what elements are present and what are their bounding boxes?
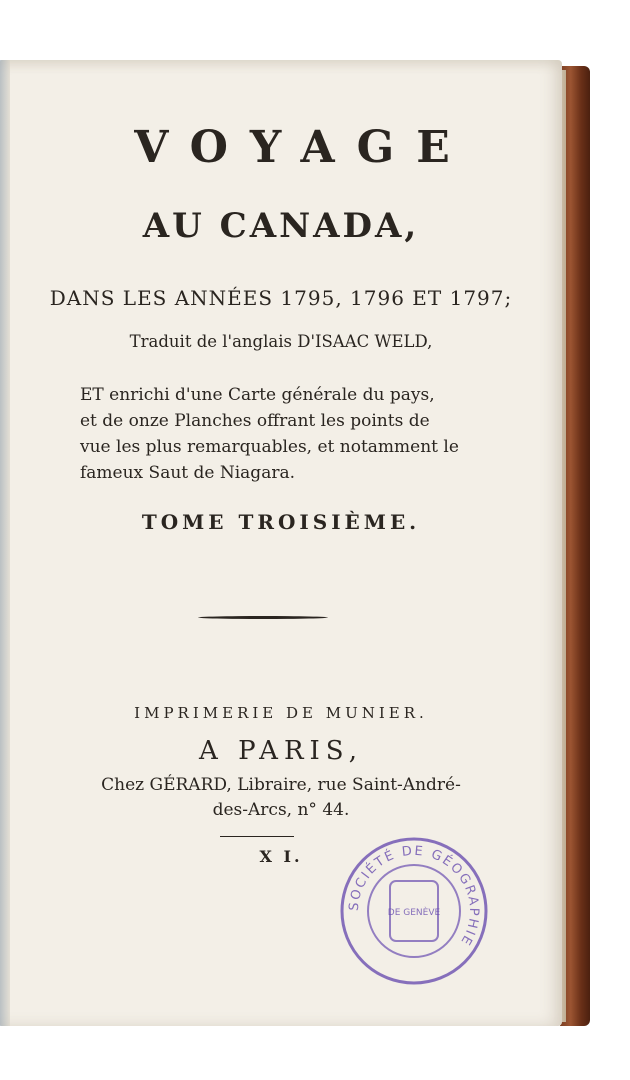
description-line: vue les plus remarquables, et notamment le [80, 437, 459, 457]
publication-year: X I. [259, 847, 303, 866]
book-title: VOYAGE [134, 122, 472, 173]
page-left-shadow [0, 60, 10, 1026]
svg-text:SOCIÉTÉ DE GÉOGRAPHIE [347, 844, 481, 949]
description-line: fameux Saut de Niagara. [80, 463, 295, 483]
stamp-ring-text: SOCIÉTÉ DE GÉOGRAPHIE [346, 843, 482, 949]
description-line: ET enrichi d'une Carte générale du pays, [80, 385, 435, 405]
description-paragraph [80, 382, 460, 486]
stamp-center-text: DE GENÈVE [387, 908, 441, 918]
ornamental-rule [198, 616, 328, 619]
volume-label: TOME TROISIÈME. [141, 510, 421, 534]
library-stamp [338, 835, 490, 987]
description-line: et de onze Planches offrant les points de [80, 411, 430, 431]
years-line: DANS LES ANNÉES 1795, 1796 ET 1797; [49, 286, 513, 310]
publisher-line-2: des-Arcs, n° 44. [212, 800, 350, 820]
short-rule [220, 836, 294, 837]
translator-line: Traduit de l'anglais D'ISAAC WELD, [129, 332, 433, 351]
publisher-line-1: Chez GÉRARD, Libraire, rue Saint-André- [101, 775, 461, 795]
city-line: A PARIS, [199, 736, 363, 766]
book-subtitle: AU CANADA, [142, 206, 420, 246]
printer-line: IMPRIMERIE DE MUNIER. [134, 704, 428, 722]
